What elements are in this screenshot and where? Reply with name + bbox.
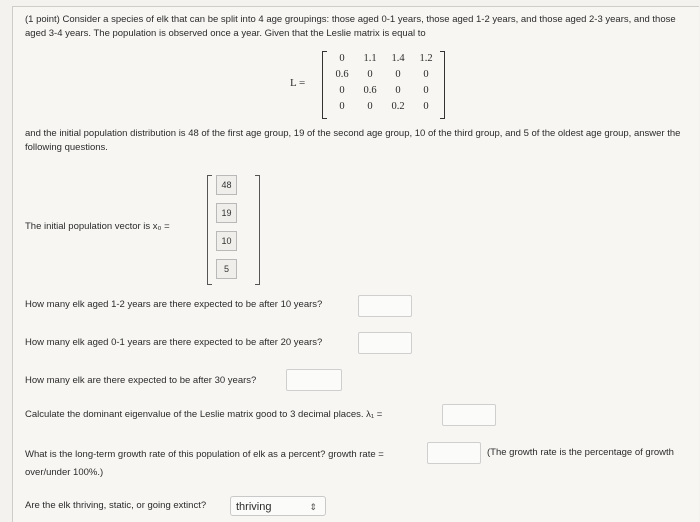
answer-2-input[interactable]: [358, 332, 412, 354]
matrix-right-bracket: [440, 51, 445, 119]
matrix-left-bracket: [322, 51, 327, 119]
matrix-cell: 1.4: [391, 53, 405, 64]
matrix-cell: 0.6: [335, 69, 349, 80]
matrix-cell: 0.6: [363, 85, 377, 96]
vector-entry: 10: [216, 231, 237, 251]
matrix-cell: 1.2: [419, 53, 433, 64]
matrix-cell: 0: [395, 85, 401, 96]
growth-rate-input[interactable]: [427, 442, 481, 464]
question-3-text: How many elk are there expected to be after 30 years?: [25, 375, 257, 386]
vector-entry: 19: [216, 203, 237, 223]
vector-entry: 5: [216, 259, 237, 279]
chevron-updown-icon: ⇕: [309, 502, 317, 512]
question-1-text: How many elk aged 1-2 years are there expected to be after 10 years?: [25, 299, 323, 310]
question-6-text: Are the elk thriving, static, or going extinct?: [25, 500, 207, 511]
growth-rate-note-cont: over/under 100%.): [25, 467, 104, 478]
matrix-cell: 0: [339, 53, 345, 64]
question-5-text: What is the long-term growth rate of this population of elk as a percent? growth rate =: [25, 449, 384, 460]
answer-1-input[interactable]: [358, 295, 412, 317]
matrix-cell: 0: [339, 101, 345, 112]
matrix-cell: 0: [367, 69, 373, 80]
eigenvalue-input[interactable]: [442, 404, 496, 426]
initial-distribution-text: and the initial population distribution is 48 of the first age group, 19 of the second age group, 10 of the third group, and 5 of the oldest age group, answer the following questions.: [25, 128, 681, 153]
matrix-label: L =: [290, 77, 306, 89]
matrix-cell: 0: [339, 85, 345, 96]
question-4-text: Calculate the dominant eigenvalue of the Leslie matrix good to 3 decimal places. λ₁ =: [25, 409, 383, 420]
thriving-select[interactable]: [230, 496, 326, 516]
vector-label: The initial population vector is x₀ =: [25, 221, 170, 232]
select-value: thriving: [236, 501, 272, 513]
matrix-cell: 0: [423, 69, 429, 80]
vector-entry: 48: [216, 175, 237, 195]
problem-page: [12, 6, 699, 522]
vector-right-bracket: [255, 175, 260, 285]
problem-intro: (1 point) Consider a species of elk that can be split into 4 age groupings: those aged 0-1 years, those aged 1-2 years, and those aged 2-3 years, and those aged 3-4 years. The population is observed once a year. Given that the Leslie matrix is equal to: [25, 14, 676, 39]
growth-rate-note: (The growth rate is the percentage of growth: [487, 447, 674, 458]
matrix-cell: 1.1: [363, 53, 377, 64]
question-2-text: How many elk aged 0-1 years are there expected to be after 20 years?: [25, 337, 323, 348]
matrix-cell: 0: [395, 69, 401, 80]
leslie-matrix: [288, 51, 448, 119]
answer-3-input[interactable]: [286, 369, 342, 391]
matrix-cell: 0: [423, 85, 429, 96]
matrix-cell: 0.2: [391, 101, 405, 112]
matrix-cell: 0: [423, 101, 429, 112]
vector-left-bracket: [207, 175, 212, 285]
matrix-cell: 0: [367, 101, 373, 112]
